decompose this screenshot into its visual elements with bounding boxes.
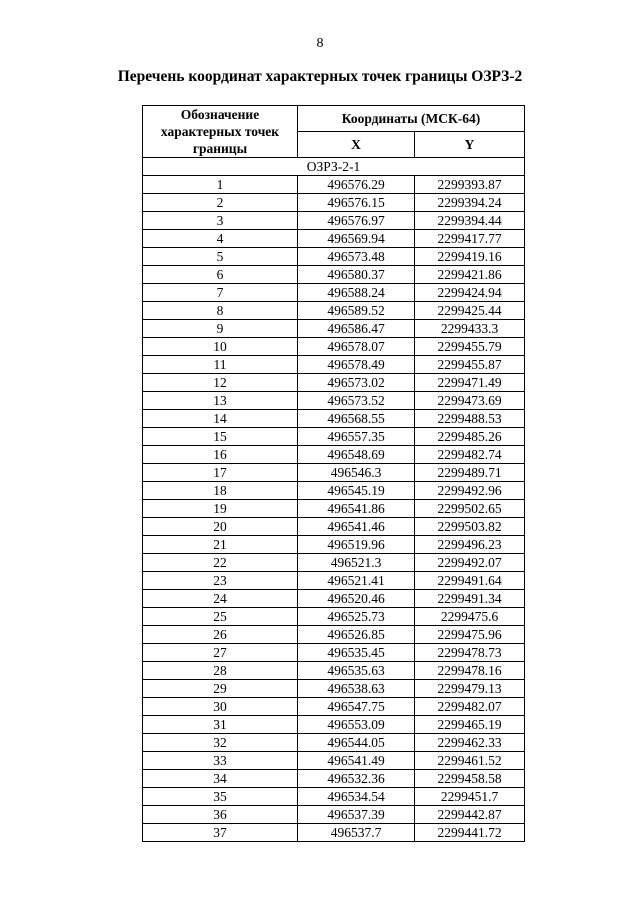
y-coordinate: 2299462.33 (415, 734, 525, 752)
point-number: 34 (143, 770, 298, 788)
x-coordinate: 496576.15 (298, 194, 415, 212)
table-row (143, 698, 525, 716)
point-number: 8 (143, 302, 298, 320)
point-number: 4 (143, 230, 298, 248)
x-column-header: X (298, 132, 415, 158)
point-number: 26 (143, 626, 298, 644)
point-number: 21 (143, 536, 298, 554)
table-row (143, 752, 525, 770)
point-number: 31 (143, 716, 298, 734)
point-number: 16 (143, 446, 298, 464)
table-row (143, 500, 525, 518)
x-coordinate: 496545.19 (298, 482, 415, 500)
y-coordinate: 2299475.96 (415, 626, 525, 644)
x-coordinate: 496535.63 (298, 662, 415, 680)
x-coordinate: 496557.35 (298, 428, 415, 446)
point-number: 25 (143, 608, 298, 626)
table-row (143, 356, 525, 374)
group-label: ОЗРЗ-2-1 (143, 158, 525, 176)
x-coordinate: 496525.73 (298, 608, 415, 626)
x-coordinate: 496537.7 (298, 824, 415, 842)
y-coordinate: 2299491.34 (415, 590, 525, 608)
x-coordinate: 496538.63 (298, 680, 415, 698)
y-coordinate: 2299471.49 (415, 374, 525, 392)
point-number: 14 (143, 410, 298, 428)
coordinates-header: Координаты (МСК-64) (298, 106, 525, 132)
y-coordinate: 2299393.87 (415, 176, 525, 194)
point-number: 30 (143, 698, 298, 716)
y-coordinate: 2299473.69 (415, 392, 525, 410)
table-row (143, 320, 525, 338)
x-coordinate: 496578.49 (298, 356, 415, 374)
x-coordinate: 496568.55 (298, 410, 415, 428)
table-row (143, 770, 525, 788)
y-coordinate: 2299502.65 (415, 500, 525, 518)
table-row (143, 302, 525, 320)
y-coordinate: 2299485.26 (415, 428, 525, 446)
point-number: 18 (143, 482, 298, 500)
table-header (143, 106, 525, 158)
table-row (143, 482, 525, 500)
table-row (143, 446, 525, 464)
y-coordinate: 2299394.44 (415, 212, 525, 230)
x-coordinate: 496535.45 (298, 644, 415, 662)
y-coordinate: 2299433.3 (415, 320, 525, 338)
table-row (143, 410, 525, 428)
point-number: 13 (143, 392, 298, 410)
point-number: 9 (143, 320, 298, 338)
point-number: 19 (143, 500, 298, 518)
x-coordinate: 496586.47 (298, 320, 415, 338)
y-coordinate: 2299482.74 (415, 446, 525, 464)
table-row (143, 680, 525, 698)
y-coordinate: 2299419.16 (415, 248, 525, 266)
point-number: 7 (143, 284, 298, 302)
y-coordinate: 2299455.79 (415, 338, 525, 356)
y-coordinate: 2299424.94 (415, 284, 525, 302)
point-number: 20 (143, 518, 298, 536)
table-row (143, 176, 525, 194)
table-row (143, 788, 525, 806)
table-row (143, 194, 525, 212)
x-coordinate: 496580.37 (298, 266, 415, 284)
point-number: 29 (143, 680, 298, 698)
table-row (143, 626, 525, 644)
x-coordinate: 496521.41 (298, 572, 415, 590)
table-row (143, 284, 525, 302)
x-coordinate: 496541.46 (298, 518, 415, 536)
point-number: 1 (143, 176, 298, 194)
table-row (143, 374, 525, 392)
y-coordinate: 2299503.82 (415, 518, 525, 536)
page-number: 8 (316, 36, 324, 51)
point-number: 17 (143, 464, 298, 482)
y-coordinate: 2299492.07 (415, 554, 525, 572)
table-row (143, 392, 525, 410)
y-coordinate: 2299421.86 (415, 266, 525, 284)
y-coordinate: 2299478.16 (415, 662, 525, 680)
point-number: 36 (143, 806, 298, 824)
x-coordinate: 496541.49 (298, 752, 415, 770)
table-row (143, 428, 525, 446)
table-row (143, 230, 525, 248)
coordinates-table (142, 105, 525, 842)
x-coordinate: 496588.24 (298, 284, 415, 302)
x-coordinate: 496521.3 (298, 554, 415, 572)
table-row (143, 572, 525, 590)
x-coordinate: 496573.02 (298, 374, 415, 392)
y-coordinate: 2299465.19 (415, 716, 525, 734)
table-row (143, 662, 525, 680)
point-number: 37 (143, 824, 298, 842)
point-number: 33 (143, 752, 298, 770)
x-coordinate: 496546.3 (298, 464, 415, 482)
y-coordinate: 2299489.71 (415, 464, 525, 482)
y-coordinate: 2299455.87 (415, 356, 525, 374)
table-row (143, 518, 525, 536)
table-row (143, 554, 525, 572)
x-coordinate: 496553.09 (298, 716, 415, 734)
point-number: 3 (143, 212, 298, 230)
x-coordinate: 496519.96 (298, 536, 415, 554)
table-row (143, 824, 525, 842)
y-coordinate: 2299482.07 (415, 698, 525, 716)
y-coordinate: 2299425.44 (415, 302, 525, 320)
x-coordinate: 496541.86 (298, 500, 415, 518)
y-coordinate: 2299441.72 (415, 824, 525, 842)
table-row (143, 806, 525, 824)
x-coordinate: 496573.52 (298, 392, 415, 410)
y-coordinate: 2299394.24 (415, 194, 525, 212)
x-coordinate: 496526.85 (298, 626, 415, 644)
x-coordinate: 496532.36 (298, 770, 415, 788)
point-number: 35 (143, 788, 298, 806)
y-coordinate: 2299488.53 (415, 410, 525, 428)
table-row (143, 212, 525, 230)
point-number: 28 (143, 662, 298, 680)
table-row (143, 590, 525, 608)
point-number: 22 (143, 554, 298, 572)
point-number: 5 (143, 248, 298, 266)
x-coordinate: 496548.69 (298, 446, 415, 464)
x-coordinate: 496520.46 (298, 590, 415, 608)
x-coordinate: 496534.54 (298, 788, 415, 806)
table-row (143, 248, 525, 266)
y-coordinate: 2299442.87 (415, 806, 525, 824)
table-row (143, 338, 525, 356)
point-number: 2 (143, 194, 298, 212)
x-coordinate: 496578.07 (298, 338, 415, 356)
point-number: 24 (143, 590, 298, 608)
y-coordinate: 2299461.52 (415, 752, 525, 770)
x-coordinate: 496589.52 (298, 302, 415, 320)
point-number: 10 (143, 338, 298, 356)
table-row (143, 266, 525, 284)
x-coordinate: 496573.48 (298, 248, 415, 266)
y-coordinate: 2299451.7 (415, 788, 525, 806)
x-coordinate: 496569.94 (298, 230, 415, 248)
table-row (143, 716, 525, 734)
table-body (143, 158, 525, 842)
point-number: 27 (143, 644, 298, 662)
table-row (143, 734, 525, 752)
table-row (143, 464, 525, 482)
y-coordinate: 2299458.58 (415, 770, 525, 788)
x-coordinate: 496537.39 (298, 806, 415, 824)
point-number: 32 (143, 734, 298, 752)
point-number: 6 (143, 266, 298, 284)
x-coordinate: 496576.29 (298, 176, 415, 194)
point-number: 15 (143, 428, 298, 446)
x-coordinate: 496576.97 (298, 212, 415, 230)
y-column-header: Y (415, 132, 525, 158)
y-coordinate: 2299491.64 (415, 572, 525, 590)
document-title: Перечень координат характерных точек границы ОЗРЗ-2 (117, 68, 523, 85)
table-row (143, 608, 525, 626)
x-coordinate: 496544.05 (298, 734, 415, 752)
y-coordinate: 2299479.13 (415, 680, 525, 698)
point-designation-header: Обозначение характерных точек границы (143, 106, 298, 158)
table-row (143, 644, 525, 662)
x-coordinate: 496547.75 (298, 698, 415, 716)
point-number: 12 (143, 374, 298, 392)
y-coordinate: 2299496.23 (415, 536, 525, 554)
point-number: 11 (143, 356, 298, 374)
y-coordinate: 2299475.6 (415, 608, 525, 626)
y-coordinate: 2299417.77 (415, 230, 525, 248)
y-coordinate: 2299492.96 (415, 482, 525, 500)
group-row (143, 158, 525, 176)
point-number: 23 (143, 572, 298, 590)
y-coordinate: 2299478.73 (415, 644, 525, 662)
table-row (143, 536, 525, 554)
